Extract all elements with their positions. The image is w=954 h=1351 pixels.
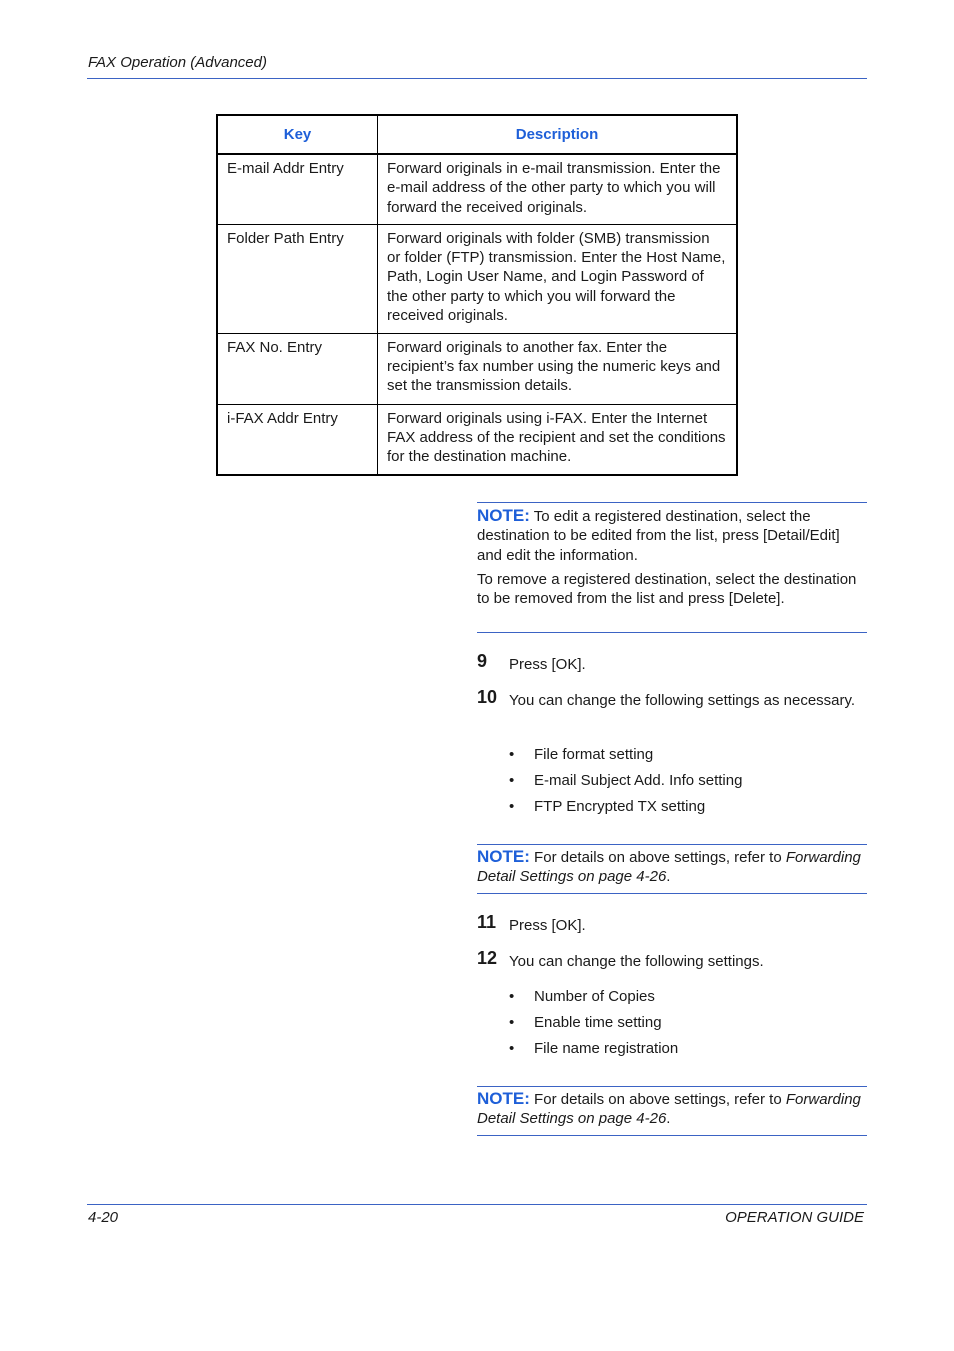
table-cell-key: FAX No. Entry bbox=[217, 333, 378, 404]
step-text: You can change the following settings as necessary. bbox=[509, 692, 856, 709]
step-number: 11 bbox=[477, 912, 497, 932]
settings-list-2 bbox=[509, 987, 869, 1065]
table-cell-key: E-mail Addr Entry bbox=[217, 154, 378, 224]
cross-reference: Forwarding Detail Settings on page 4-26 bbox=[477, 849, 861, 886]
note-paragraph: NOTE: For details on above settings, refer to Forwarding Detail Settings on page 4-26. bbox=[477, 1089, 861, 1128]
step-12 bbox=[477, 948, 867, 971]
note-paragraph: NOTE: For details on above settings, refer to Forwarding Detail Settings on page 4-26. bbox=[477, 847, 861, 886]
step-text: Press [OK]. bbox=[509, 917, 586, 934]
list-item: • File name registration bbox=[509, 1040, 679, 1057]
note-forwarding-ref bbox=[477, 844, 867, 894]
note-text: For details on above settings, refer to bbox=[529, 849, 786, 866]
table-row bbox=[217, 154, 737, 224]
note-forwarding-ref-2 bbox=[477, 1086, 867, 1136]
bullet-icon: • bbox=[509, 798, 515, 815]
note-paragraph bbox=[477, 570, 867, 609]
table-header-row bbox=[217, 115, 737, 154]
table-cell-description: Forward originals to another fax. Enter the recipient’s fax number using the numeric keys and set the transmission details. bbox=[378, 333, 738, 404]
bullet-icon: • bbox=[509, 772, 515, 789]
table-cell-description: Forward originals in e-mail transmission. Enter the e-mail address of the other party to which you will forward the received originals. bbox=[378, 154, 738, 224]
settings-list-1 bbox=[509, 745, 869, 823]
column-header-key: Key bbox=[217, 115, 378, 154]
step-11 bbox=[477, 912, 867, 935]
note-text: For details on above settings, refer to bbox=[529, 1091, 786, 1108]
bullet-icon: • bbox=[509, 988, 515, 1005]
list-item: • E-mail Subject Add. Info setting bbox=[509, 772, 743, 789]
note-text: To remove a registered destination, select the destination to be removed from the list and press [Delete]. bbox=[477, 570, 857, 608]
table-cell-key: Folder Path Entry bbox=[217, 224, 378, 333]
page-number: 4-20 bbox=[88, 1209, 119, 1226]
step-number: 9 bbox=[477, 651, 488, 671]
column-header-description: Description bbox=[378, 115, 738, 154]
running-header: FAX Operation (Advanced) bbox=[88, 54, 267, 71]
note-text: To edit a registered destination, select the destination to be edited from the list, press [Detail/Edit] and edit the information. bbox=[477, 508, 840, 564]
list-item: • Number of Copies bbox=[509, 988, 655, 1005]
note-edit-remove bbox=[477, 502, 867, 633]
table-row bbox=[217, 404, 737, 474]
table-cell-description: Forward originals using i-FAX. Enter the Internet FAX address of the recipient and set the conditions for the destination machine. bbox=[378, 404, 738, 474]
list-item: • File format setting bbox=[509, 746, 654, 763]
table-cell-description: Forward originals with folder (SMB) transmission or folder (FTP) transmission. Enter the Host Name, Path, Login User Name, and Login Password of the other party to which you will forward the received originals. bbox=[378, 224, 738, 333]
table-row bbox=[217, 224, 737, 333]
guide-title: OPERATION GUIDE bbox=[725, 1209, 864, 1226]
bullet-icon: • bbox=[509, 1040, 515, 1057]
list-item: • Enable time setting bbox=[509, 1014, 662, 1031]
table-row bbox=[217, 333, 737, 404]
footer-rule bbox=[87, 1204, 867, 1205]
note-label: NOTE: bbox=[477, 847, 530, 866]
header-rule bbox=[87, 78, 867, 79]
step-number: 10 bbox=[477, 687, 498, 707]
note-label: NOTE: bbox=[477, 1089, 530, 1108]
list-item: • FTP Encrypted TX setting bbox=[509, 798, 706, 815]
step-text: You can change the following settings. bbox=[509, 953, 764, 970]
step-text: Press [OK]. bbox=[509, 656, 586, 673]
step-9 bbox=[477, 651, 867, 674]
key-description-table bbox=[216, 114, 738, 476]
note-label: NOTE: bbox=[477, 506, 530, 525]
bullet-icon: • bbox=[509, 1014, 515, 1031]
table-cell-key: i-FAX Addr Entry bbox=[217, 404, 378, 474]
step-number: 12 bbox=[477, 948, 498, 968]
bullet-icon: • bbox=[509, 746, 515, 763]
note-paragraph bbox=[477, 506, 867, 565]
step-10 bbox=[477, 687, 867, 710]
cross-reference: Forwarding Detail Settings on page 4-26 bbox=[477, 1091, 861, 1128]
